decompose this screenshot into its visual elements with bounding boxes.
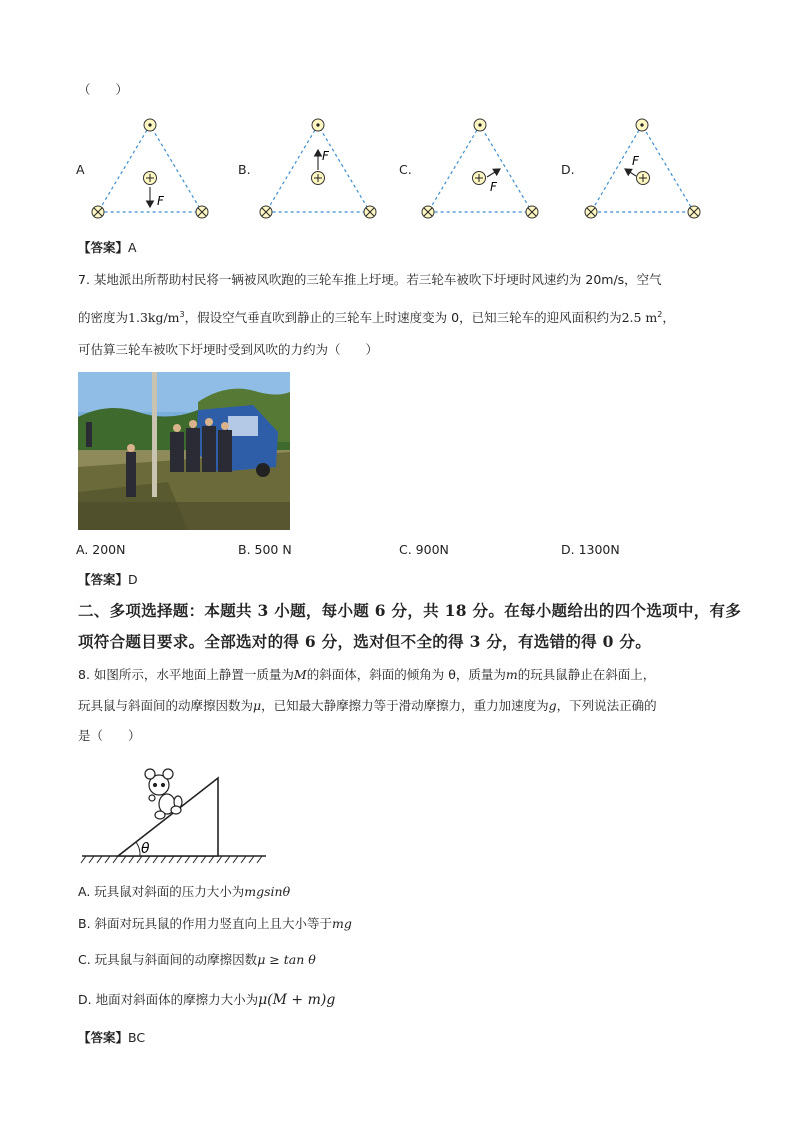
q8-option-c: C. 玩具鼠与斜面间的动摩擦因数μ ≥ tan θ <box>78 952 316 967</box>
q8-line-2: 玩具鼠与斜面间的动摩擦因数为μ，已知最大静摩擦力等于滑动摩擦力，重力加速度为g，下列说法正确的 <box>78 698 657 713</box>
q8-option-b: B. 斜面对玩具鼠的作用力竖直向上且大小等于mg <box>78 916 352 931</box>
q6-option-a-label: A <box>76 162 85 177</box>
toy-mouse <box>145 769 182 819</box>
q8-option-a: A. 玩具鼠对斜面的压力大小为mgsinθ <box>78 884 291 899</box>
q6-option-c-label: C. <box>399 162 412 177</box>
answer-prefix: 【答案】 <box>78 240 129 255</box>
q7-option-a: A. 200N <box>76 542 126 557</box>
q8-option-d: D. 地面对斜面体的摩擦力大小为μ(M + m)g <box>78 992 336 1008</box>
answer-value: BC <box>128 1030 146 1045</box>
svg-text:F: F <box>632 154 639 168</box>
q6-option-b-label: B. <box>238 162 251 177</box>
previous-question-paren: （ ） <box>78 82 129 97</box>
q7-option-d: D. 1300N <box>561 542 620 557</box>
q8-line-3: 是（ ） <box>78 728 141 743</box>
q6-option-d-label: D. <box>561 162 575 177</box>
incline-diagram <box>80 760 270 870</box>
answer-prefix: 【答案】 <box>78 1030 129 1045</box>
svg-text:F: F <box>322 149 329 163</box>
section-2-heading-line-2: 项符合题目要求。全部选对的得 6 分，选对但不全的得 3 分，有选错的得 0 分。 <box>78 632 652 651</box>
svg-text:F: F <box>490 180 497 194</box>
answer-value: A <box>128 240 137 255</box>
q6-triangle-diagrams <box>0 110 794 225</box>
section-2-heading-line-1: 二、多项选择题：本题共 3 小题，每小题 6 分，共 18 分。在每小题给出的四个选项中，有多 <box>78 601 742 620</box>
svg-text:F: F <box>157 194 164 208</box>
q8-answer <box>78 1028 145 1048</box>
q7-option-c: C. 900N <box>399 542 449 557</box>
q7-line-2: 的密度为$1.3kg/m^3$，假设空气垂直吹到静止的三轮车上时速度变为 0，已知三轮车的迎风面积约为2.5 $m^2$， <box>78 310 675 326</box>
answer-value: D <box>128 572 138 587</box>
q6-diagram-a <box>92 119 208 218</box>
q8-line-1: 8. 如图所示，水平地面上静置一质量为M的斜面体，斜面的倾角为 θ，质量为m的玩具鼠静止在斜面上， <box>78 667 656 682</box>
svg-text:θ: θ <box>141 841 150 857</box>
q7-answer <box>78 570 138 590</box>
q6-answer <box>78 238 137 258</box>
q7-line-1: 7. 某地派出所帮助村民将一辆被风吹跑的三轮车推上圩埂。若三轮车被吹下圩埂时风速约为 20m/s，空气 <box>78 272 662 287</box>
tricycle-photo <box>78 372 290 530</box>
q6-diagram-c <box>422 119 538 218</box>
q6-diagram-b <box>260 119 376 218</box>
density-value: 1.3kg/m <box>128 310 180 326</box>
area-value: 2.5 m <box>621 310 658 326</box>
q6-diagram-d <box>585 119 700 218</box>
q7-option-b: B. 500 N <box>238 542 292 557</box>
q7-line-3: 可估算三轮车被吹下圩埂时受到风吹的力约为（ ） <box>78 342 379 357</box>
answer-prefix: 【答案】 <box>78 572 129 587</box>
